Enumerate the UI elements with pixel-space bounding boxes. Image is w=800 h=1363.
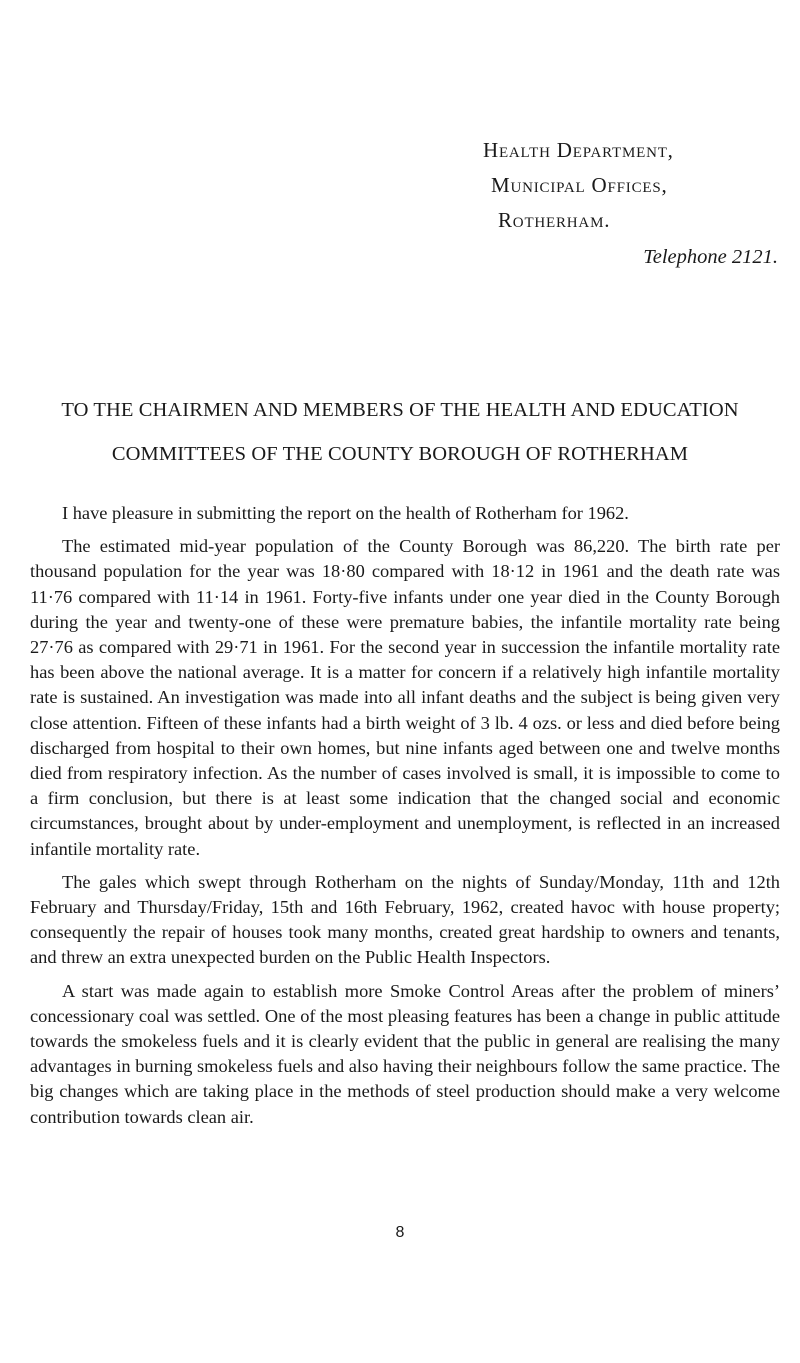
report-heading (20, 388, 780, 476)
address-line-offices: Municipal Offices, (491, 173, 668, 197)
address-line-town: Rotherham. (498, 208, 611, 232)
paragraph-smoke-control: A start was made again to establish more Smoke Control Areas after the problem of miners’ concessionary coal was settled. One of the most pleasing features has been a change in public attitude towards the smokeless fuels and it is clearly evident that the public in general are realising the many advantages in burning smokeless fuels and also having their neighbours follow the same practice. The big changes which are taking place in the methods of steel production should make a very welcome contribution towards clean air. (30, 980, 780, 1127)
page-number: 8 (395, 1224, 405, 1241)
paragraph-population-statistics: The estimated mid-year population of the County Borough was 86,220. The birth rate per thousand population for the year was 18·80 compared with 18·12 in 1961 and the death rate was 11·76 compared with 11·14 in 1961. Forty-five infants under one year died in the County Borough during the year and twenty-one of these were premature babies, the infantile mortality rate being 27·76 as compared with 29·71 in 1961. For the second year in succession the infantile mortality rate has been above the national average. It is a matter for concern if a relatively high infantile mortality rate is sustained. An investigation was made into all infant deaths and the subject is being given very close attention. Fifteen of these infants had a birth weight of 3 lb. 4 ozs. or less and died before being discharged from hospital to their own homes, but nine infants aged between one and twelve months died from respiratory infection. As the number of cases involved is small, it is impossible to come to a firm conclusion, but there is at least some indication that the changed social and economic circumstances, brought about by under-employment and unemployment, is reflected in an increased infantile mortality rate. (30, 536, 780, 859)
address-line-department: Health Department, (483, 138, 674, 162)
heading-line-1: TO THE CHAIRMEN AND MEMBERS OF THE HEALTH AND EDUCATION (61, 399, 739, 421)
paragraph-intro: I have pleasure in submitting the report on the health of Rotherham for 1962. (62, 503, 629, 523)
letterhead-address (483, 140, 783, 245)
telephone-number: Telephone 2121. (643, 246, 778, 268)
report-body (30, 501, 780, 1138)
paragraph-gales: The gales which swept through Rotherham on the nights of Sunday/Monday, 11th and 12th February and Thursday/Friday, 15th and 16th February, 1962, created havoc with house property; consequently the repair of houses took many months, created great hardship to owners and tenants, and threw an extra unexpected burden on the Public Health Inspectors. (30, 871, 780, 968)
heading-line-2: COMMITTEES OF THE COUNTY BOROUGH OF ROTHERHAM (111, 443, 689, 465)
